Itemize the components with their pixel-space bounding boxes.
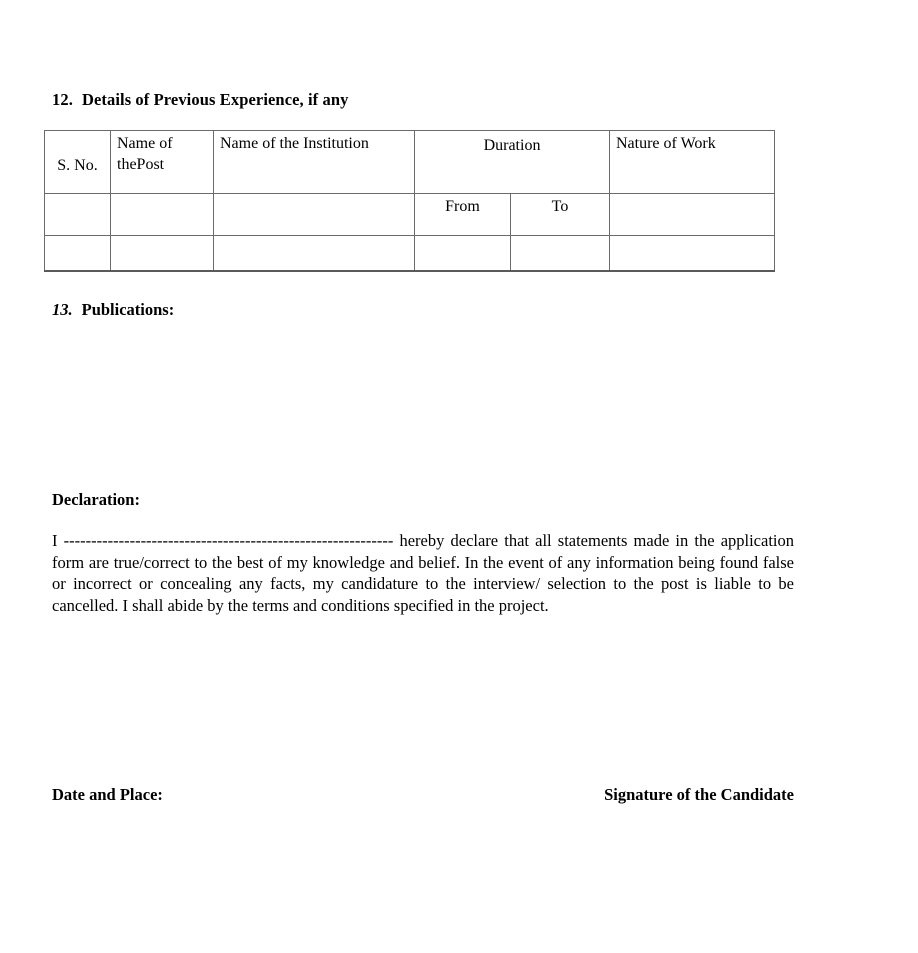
data-cell-post[interactable] (111, 236, 214, 272)
declaration-paragraph (52, 530, 794, 616)
section-12-number: 12. (52, 90, 73, 109)
header-cell-name-of-institution (214, 131, 415, 194)
section-12-heading (52, 90, 348, 110)
declaration-body-text: hereby declare that all statements made in the application form are true/correct to the best of my knowledge and belief. In the event of any information being found false or incorrect or concealing any facts, my candidature to the interview/ selection to the post is liable to be cancelled. I shall abide by the terms and conditions specified in the project. (52, 531, 794, 615)
subheader-cell-institution-blank (214, 194, 415, 236)
header-name-of-post-line2: thePost (117, 156, 165, 174)
table-header-row-primary (45, 131, 775, 194)
header-serial-no-label: S. No. (57, 157, 98, 174)
declaration-heading: Declaration: (52, 490, 140, 509)
subheader-cell-post-blank (111, 194, 214, 236)
header-duration-label: Duration (483, 137, 541, 154)
section-13-number: 13. (52, 300, 73, 319)
header-duration-from-label: From (445, 198, 480, 215)
subheader-cell-nature-blank (610, 194, 775, 236)
table-row (45, 236, 775, 272)
header-cell-name-of-post (111, 131, 214, 194)
header-cell-duration-to (511, 194, 610, 236)
table-header-row-secondary (45, 194, 775, 236)
signature-of-candidate-label: Signature of the Candidate (604, 785, 794, 804)
header-cell-serial-no (45, 131, 111, 194)
section-12-title: Details of Previous Experience, if any (81, 90, 349, 109)
section-13-heading (52, 300, 174, 320)
header-cell-duration (415, 131, 610, 194)
section-13-title: Publications: (81, 300, 175, 319)
data-cell-serial-no[interactable] (45, 236, 111, 272)
data-cell-duration-from[interactable] (415, 236, 511, 272)
header-nature-of-work-label: Nature of Work (616, 135, 716, 152)
declaration-name-blank[interactable]: ------------------------------------------------------------ (63, 531, 394, 550)
data-cell-institution[interactable] (214, 236, 415, 272)
previous-experience-table (44, 130, 775, 272)
declaration-line-start: I (52, 531, 58, 550)
header-name-of-post-line1: Name of (117, 135, 173, 152)
header-duration-to-label: To (551, 198, 569, 215)
data-cell-nature-of-work[interactable] (610, 236, 775, 272)
header-cell-duration-from (415, 194, 511, 236)
subheader-cell-serial-no-blank (45, 194, 111, 236)
date-and-place-label: Date and Place: (52, 785, 163, 804)
header-name-of-institution-label: Name of the Institution (220, 135, 369, 152)
header-cell-nature-of-work (610, 131, 775, 194)
data-cell-duration-to[interactable] (511, 236, 610, 272)
